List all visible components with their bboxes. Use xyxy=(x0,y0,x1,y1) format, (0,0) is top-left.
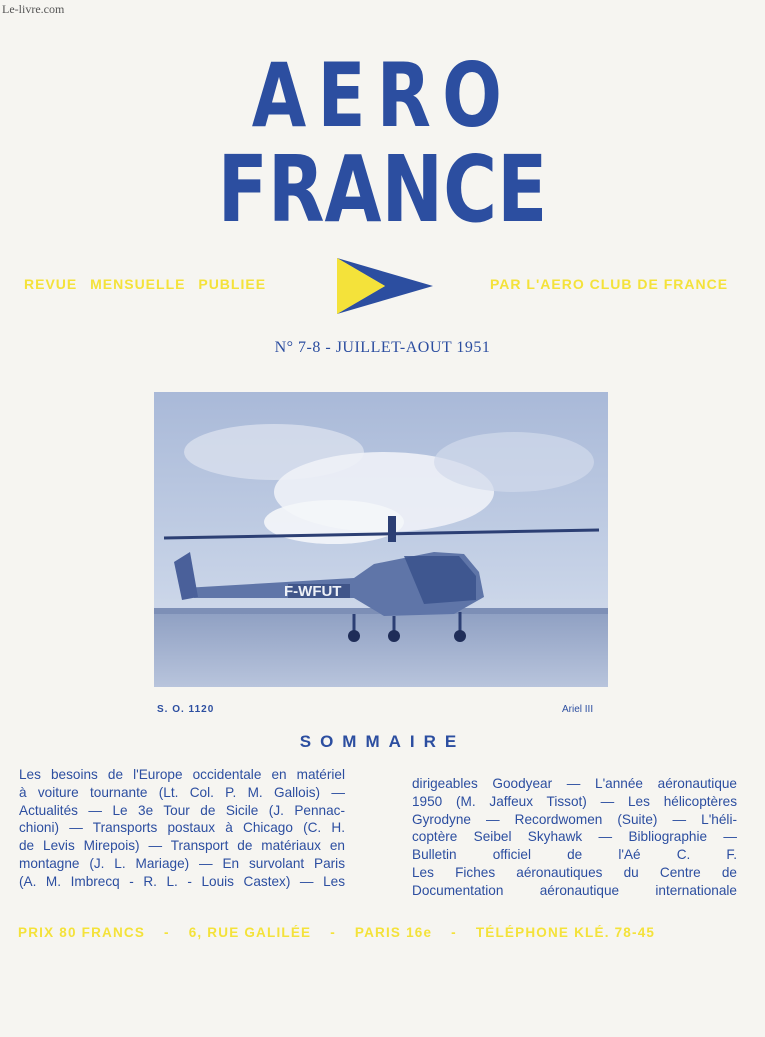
title-line-2: FRANCE xyxy=(217,136,548,243)
sommaire-line: Bulletin officiel de l'Aé C. F. xyxy=(412,847,737,863)
sommaire-line: Les Fiches aéronautiques du Centre de xyxy=(412,864,737,880)
sommaire-heading: SOMMAIRE xyxy=(299,732,466,751)
footer-separator: - xyxy=(164,925,170,940)
watermark: Le-livre.com xyxy=(2,2,65,16)
pennant-flag-icon xyxy=(337,258,433,314)
tagline-right: PAR L'AERO CLUB DE FRANCE xyxy=(490,276,729,292)
sommaire-line: de Levis Mirepois) — Transport de matériaux en xyxy=(19,838,345,854)
sommaire-left-column xyxy=(19,766,345,891)
helicopter-photo xyxy=(154,392,608,687)
sommaire-line: chioni) — Transports postaux à Chicago (C. H. xyxy=(19,820,345,836)
footer-item: TÉLÉPHONE KLÉ. 78-45 xyxy=(475,925,656,940)
footer-separator: - xyxy=(330,925,336,940)
issue-number: N° 7-8 - JUILLET-AOUT 1951 xyxy=(274,339,491,356)
caption-left: S. O. 1120 xyxy=(157,704,215,715)
sommaire-line: Actualités — Le 3e Tour de Sicile (J. Pennac- xyxy=(19,802,345,818)
sommaire-line: coptère Seibel Skyhawk — Bibliographie — xyxy=(412,829,737,845)
tagline-left: REVUE MENSUELLE PUBLIEE xyxy=(24,276,267,292)
sommaire-line: dirigeables Goodyear — L'année aéronautique xyxy=(412,776,737,791)
helicopter-registration: F-WFUT xyxy=(284,583,342,600)
footer-separator: - xyxy=(451,925,457,940)
footer-item: PRIX 80 FRANCS xyxy=(18,925,146,940)
footer-price-address xyxy=(18,925,740,940)
sommaire-line: 1950 (M. Jaffeux Tissot) — Les hélicoptères xyxy=(412,793,737,809)
sommaire-line: Les besoins de l'Europe occidentale en matériel xyxy=(19,767,345,782)
sommaire-line: à voiture tournante (Lt. Col. P. M. Gallois) — xyxy=(19,784,345,800)
title-line-1: AERO xyxy=(251,44,514,147)
sommaire-line: Documentation aéronautique internationale xyxy=(412,882,737,898)
sommaire-line: Gyrodyne — Recordwomen (Suite) — L'héli- xyxy=(412,811,737,827)
footer-item: 6, RUE GALILÉE xyxy=(188,925,312,940)
sommaire-line: montagne (J. L. Mariage) — En survolant Paris xyxy=(19,855,345,871)
sommaire-right-column xyxy=(412,775,737,900)
caption-right: Ariel III xyxy=(562,704,594,715)
sommaire-line: (A. M. Imbrecq - R. L. - Louis Castex) — Les xyxy=(19,873,345,889)
footer-item: PARIS 16e xyxy=(354,925,433,940)
